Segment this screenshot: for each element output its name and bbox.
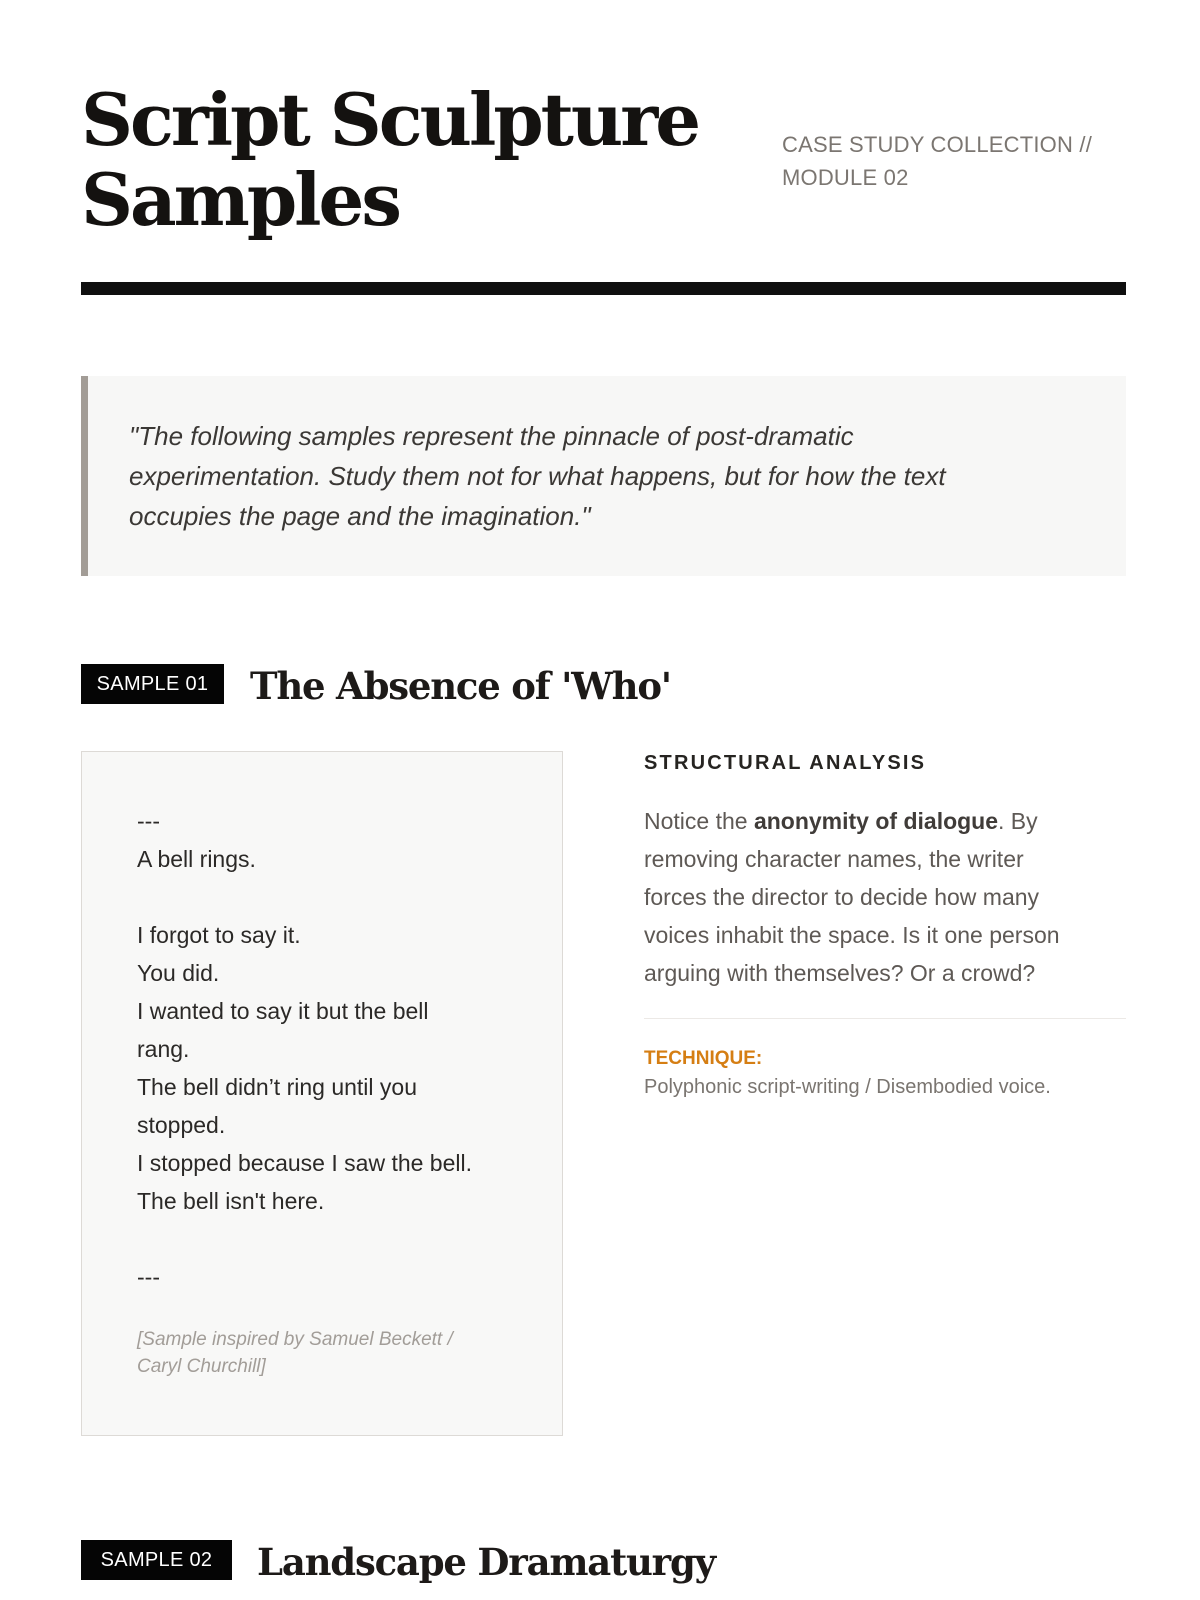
script-line: I wanted to say it but the bell — [137, 998, 429, 1024]
intro-quote-line-2: experimentation. Study them not for what happens, but for how the text — [129, 461, 946, 491]
intro-quote-text — [129, 416, 1089, 536]
script-attribution-line-2: Caryl Churchill] — [137, 1356, 266, 1377]
analysis-heading: STRUCTURAL ANALYSIS — [644, 752, 927, 774]
title-rule-divider — [81, 282, 1126, 295]
script-attribution-line-1: [Sample inspired by Samuel Beckett / — [137, 1329, 453, 1350]
intro-quote-line-1: "The following samples represent the pinnacle of post-dramatic — [129, 421, 854, 451]
technique-label: TECHNIQUE: — [644, 1048, 763, 1069]
technique-value: Polyphonic script-writing / Disembodied voice. — [644, 1076, 1051, 1098]
script-line: stopped. — [137, 1112, 226, 1138]
analysis-divider — [644, 1018, 1126, 1019]
module-label — [782, 128, 1127, 194]
script-line: The bell didn’t ring until you — [137, 1074, 417, 1100]
script-line: You did. — [137, 960, 220, 986]
sample-02-title: Landscape Dramaturgy — [257, 1540, 715, 1584]
script-line — [137, 1220, 527, 1258]
script-line: --- — [137, 808, 160, 834]
intro-quote-block — [81, 376, 1126, 576]
script-line: rang. — [137, 1036, 190, 1062]
script-attribution — [137, 1326, 527, 1380]
page-title-line-2: Samples — [81, 157, 399, 242]
analysis-body-line-3: forces the director to decide how many — [644, 884, 1040, 910]
script-line — [137, 878, 527, 916]
analysis-body-line-1-end: . By — [998, 808, 1038, 834]
script-line: --- — [137, 1264, 160, 1290]
page-title-line-1: Script Sculpture — [81, 77, 699, 162]
analysis-body-line-1 — [644, 802, 1126, 840]
analysis-body-line-4: voices inhabit the space. Is it one person — [644, 922, 1060, 948]
script-line: I forgot to say it. — [137, 922, 301, 948]
page-header — [81, 77, 1126, 250]
structural-analysis-panel — [644, 748, 1126, 1108]
analysis-body-line-5: arguing with themselves? Or a crowd? — [644, 960, 1036, 986]
sample-02-badge: SAMPLE 02 — [81, 1540, 232, 1580]
sample-01-title: The Absence of 'Who' — [250, 664, 671, 708]
case-study-page — [81, 0, 1126, 1600]
sample-02-header — [81, 1540, 1126, 1600]
script-line: A bell rings. — [137, 846, 256, 872]
sample-01-badge: SAMPLE 01 — [81, 664, 224, 704]
module-label-line-1: CASE STUDY COLLECTION // — [782, 132, 1093, 157]
script-line: I stopped because I saw the bell. — [137, 1150, 472, 1176]
sample-01-header — [81, 664, 1126, 724]
script-line: The bell isn't here. — [137, 1188, 325, 1214]
page-title — [81, 77, 761, 242]
script-excerpt-card — [81, 751, 563, 1436]
analysis-body-line-1-start: Notice the — [644, 808, 754, 834]
module-label-line-2: MODULE 02 — [782, 165, 909, 190]
script-excerpt-lines — [137, 802, 527, 1296]
analysis-body — [644, 802, 1126, 992]
intro-quote-line-3: occupies the page and the imagination." — [129, 501, 591, 531]
analysis-emphasis: anonymity of dialogue — [753, 808, 999, 834]
analysis-body-line-2: removing character names, the writer — [644, 846, 1024, 872]
